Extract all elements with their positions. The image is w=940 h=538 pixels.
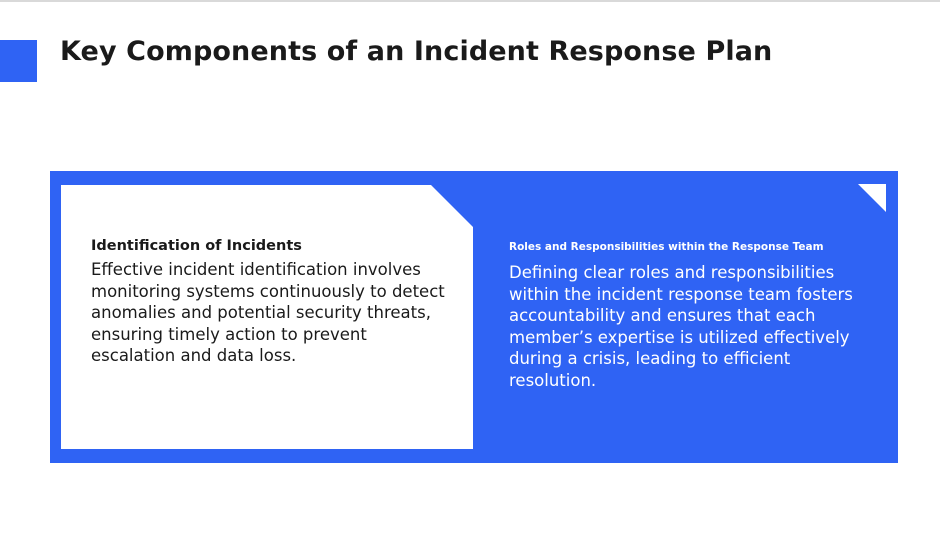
roles-body: Defining clear roles and responsibilities within the incident response team fosters accountability and ensures that each member’s expertise is utilized effectively during a crisis, leading to efficient resolution. xyxy=(509,263,853,390)
slide-title: Key Components of an Incident Response Plan xyxy=(60,36,773,67)
roles-text-block xyxy=(509,239,879,392)
corner-triangle xyxy=(858,184,886,212)
top-divider xyxy=(0,0,940,2)
content-panel xyxy=(50,171,898,463)
title-accent-bar xyxy=(0,40,37,82)
identification-heading: Identification of Incidents xyxy=(91,238,302,254)
roles-heading: Roles and Responsibilities within the Response Team xyxy=(509,241,824,253)
identification-body: Effective incident identification involves monitoring systems continuously to detect anomalies and potential security threats, ensuring timely action to prevent escalation and data loss. xyxy=(91,260,445,366)
identification-text-block xyxy=(91,237,461,367)
